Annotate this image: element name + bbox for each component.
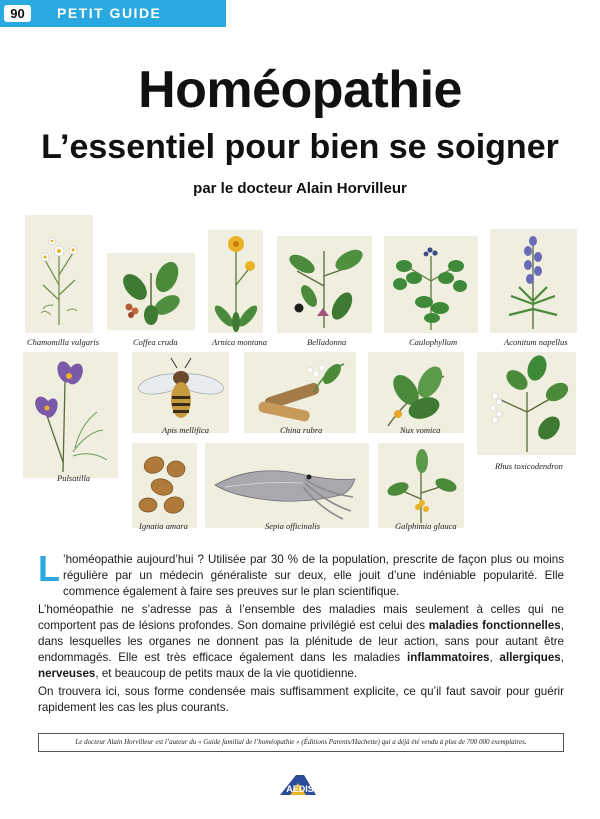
caulophyllum-illustration (384, 236, 478, 333)
page-subtitle: L’essentiel pour bien se soigner (41, 128, 559, 166)
caption-apis: Apis mellifica (162, 425, 209, 435)
author-note: Le docteur Alain Horvilleur est l’auteur du « Guide familial de l’homéopathie » (Éditions Parents/Hachette) qui a déjà été vendu à plus de 700 000 exemplaires. (38, 733, 564, 752)
belladonna-illustration (277, 236, 372, 333)
author-line: par le docteur Alain Horvilleur (193, 180, 407, 197)
aconitum-illustration (490, 229, 577, 333)
page-title: Homéopathie (138, 61, 462, 119)
pulsatilla-illustration (23, 352, 118, 478)
series-name: PETIT GUIDE (57, 5, 162, 21)
ignatia-seeds-illustration (132, 443, 197, 528)
caption-caulophyllum: Caulophyllum (409, 337, 458, 347)
coffea-illustration (107, 253, 195, 330)
plate-aconitum (490, 229, 577, 333)
plate-galphimia (378, 443, 464, 528)
plate-apis (132, 352, 229, 433)
china-bark-illustration (244, 352, 356, 433)
caption-nuxvomica: Nux vomica (400, 425, 441, 435)
intro-text (38, 548, 564, 719)
publisher-name: AEDIS (286, 784, 314, 794)
plate-coffea (107, 253, 195, 330)
galphimia-illustration (378, 443, 464, 528)
intro-paragraph-1: L ’homéopathie aujourd’hui ? Utilisée par 30 % de la population, prescrite de façon plus ou moins régulière par un médecin généraliste sur deux, elle jouit d’une indéniable popularité. Elle commence également à faire ses preuves sur le plan scientifique. (38, 548, 564, 598)
plate-arnica (208, 230, 263, 333)
bee-illustration (132, 352, 229, 433)
plate-pulsatilla (23, 352, 118, 478)
plate-sepia (205, 443, 369, 528)
nux-vomica-illustration (368, 352, 464, 433)
caption-rhus: Rhus toxicodendron (495, 461, 563, 471)
plate-chamomilla (25, 215, 93, 333)
series-banner (0, 0, 226, 27)
plate-china (244, 352, 356, 433)
drop-cap: L (38, 548, 60, 589)
caption-coffea: Coffea cruda (133, 337, 178, 347)
plate-caulophyllum (384, 236, 478, 333)
rhus-illustration (477, 352, 576, 455)
chamomile-illustration (25, 215, 93, 333)
plate-nuxvomica (368, 352, 464, 433)
plate-belladonna (277, 236, 372, 333)
arnica-illustration (208, 230, 263, 333)
plate-rhus (477, 352, 576, 455)
series-number: 90 (4, 5, 31, 22)
caption-arnica: Arnica montana (212, 337, 268, 347)
intro-paragraph-3: On trouvera ici, sous forme condensée mais suffisamment explicite, ce qu’il faut savoir pour guérir rapidement les cas les plus courants. (38, 685, 564, 715)
intro-paragraph-2: L’homéopathie ne s’adresse pas à l’ensemble des maladies mais seulement à celles qui ne comportent pas de lésions profondes. Son domaine privilégié est celui des maladies fonctionnelles, dans lesquelles les organes ne donnent pas la plénitude de leur action, sans pour autant être endommagés. Elle est très efficace également dans les maladies inflammatoires, allergiques, nerveuses, et beaucoup de petits maux de la vie quotidienne. (38, 603, 564, 680)
caption-galphimia: Galphimia glauca (395, 521, 457, 531)
caption-pulsatilla: Pulsatilla (57, 473, 91, 483)
caption-ignatia: Ignatia amara (139, 521, 188, 531)
caption-chamomilla: Chamomilla vulgaris (27, 337, 100, 347)
caption-sepia: Sepia officinalis (265, 521, 321, 531)
caption-china: China rubra (280, 425, 323, 435)
cuttlefish-illustration (205, 443, 369, 528)
caption-aconitum: Aconitum napellus (504, 337, 568, 347)
publisher-logo (276, 773, 324, 797)
caption-belladonna: Belladonna (307, 337, 347, 347)
plate-ignatia (132, 443, 197, 528)
